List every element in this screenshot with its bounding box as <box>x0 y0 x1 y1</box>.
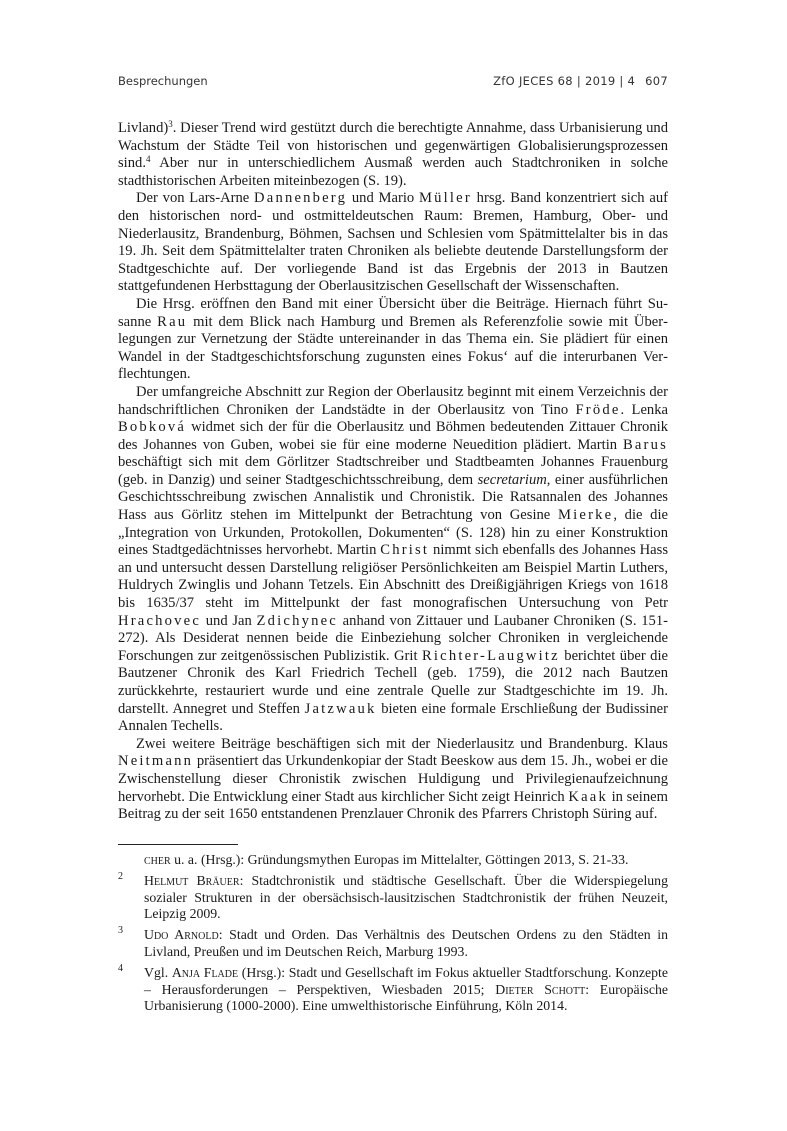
paragraph <box>118 736 668 824</box>
author-name: Hrachovec <box>118 612 201 629</box>
paragraph <box>118 384 668 736</box>
text-run: Die Hrsg. eröffnen den Band mit einer Übersicht über die Beiträge. Hiernach führt Susanne <box>118 295 668 330</box>
author-name: Richter-Laugwitz <box>421 647 560 664</box>
text-run: mit dem Blick nach Hamburg und Bremen als Referenzfolie sowie mit Überlegungen zur Vernetzung der Städte untereinander in das Thema ein. Sie plädiert für einen Wandel in der Stadtgeschichtsforschung zugunsten eines Fokus‘ auf die interurbanen Verflechtungen. <box>118 313 668 383</box>
journal-info <box>493 74 668 88</box>
author-name: Fröde <box>575 401 621 418</box>
author-name: Jatzwauk <box>304 700 377 717</box>
text-run: präsentiert das Urkundenkopiar der Stadt Beeskow aus dem 15. Jh., wobei er die Zwischenstellung dieser Chronistik zwischen Huldigung und Privilegienaufzeichnung hervorhebt. Die Entwicklung einer Stadt aus kirchlicher Sicht zeigt Heinrich <box>118 753 668 805</box>
author-name: Barus <box>622 436 668 453</box>
author-name: Kaak <box>568 788 608 805</box>
text-run: und Mario <box>347 190 419 207</box>
text-run: Der von Lars-Arne <box>136 190 255 207</box>
text-run: : Stadt und Orden. Das Verhältnis des Deutschen Ordens zu den Städten in Livland, Preußen und im Deutschen Reich, Marburg 1993. <box>144 927 668 959</box>
footnote-ref: 3 <box>168 119 173 129</box>
paragraph <box>118 120 668 190</box>
paragraph <box>118 296 668 384</box>
text-run: Zwei weitere Beiträge beschäftigen sich mit der Niederlausitz und Brandenburg. Klaus <box>136 735 668 752</box>
cited-author: Udo Arnold <box>144 927 219 943</box>
author-name: Mierke <box>557 507 614 524</box>
text-run: berichtet über die Bautzener Chronik des Karl Friedrich Techell (geb. 1759), die 2012 nach Bautzen zurückkehrte, restauriert wurde und eine zentrale Quelle zur Stadtgeschichte im 19. Jh. darstellt. Annegret und Steffen <box>118 647 668 717</box>
author-name: Zdichynec <box>256 612 338 629</box>
page-number: 607 <box>645 74 668 88</box>
text-run: : Stadtchronistik und städtische Gesellschaft. Über die Widerspiegelung sozialer Strukturen in der obersächsisch-lausitzischen Stadtchronistik der frühen Neuzeit, Leipzig 2009. <box>144 872 668 922</box>
text-run: bieten eine formale Erschließung der Budissiner Annalen Techells. <box>118 700 668 735</box>
text-run: Vgl. <box>144 964 172 980</box>
author-name: Bobková <box>118 419 187 436</box>
text-run: , die die „Integration von Urkunden, Protokollen, Dokumenten“ (S. 128) hin zu einer Konstruktion eines Stadtgedächtnisses hervorhebt. Martin <box>118 507 668 559</box>
text-run: widmet sich der für die Oberlausitz und Böhmen bedeutenden Zittauer Chronik des Johannes von Guben, wobei sie für eine moderne Neuedition plädiert. Martin <box>118 419 668 453</box>
cited-author: Dieter Schott <box>495 981 586 997</box>
italic-term: secretarium <box>477 471 547 488</box>
footnote <box>118 870 668 923</box>
footnote <box>118 962 668 1015</box>
text-run: , einer ausführlichen Geschichtsschreibung zwischen Annalistik und Chronistik. Die Ratsannalen des Johannes Hass aus Görlitz stehen im Mittelpunkt der Betrachtung von Gesine <box>118 471 668 524</box>
text-run: und Jan <box>201 612 257 629</box>
text-run: u. a. (Hrsg.): Gründungsmythen Europas im Mittelalter, Göttingen 2013, S. 21-33. <box>170 852 629 867</box>
text-run: beschäftigt sich mit dem Görlitzer Stadtschreiber und Stadtbeamten Johannes Frauenburg (geb. in Danzig) und seiner Stadtgeschichtsschreibung, dem <box>118 454 668 488</box>
section-title: Besprechungen <box>118 74 208 88</box>
footnote-number: 4 <box>118 962 123 974</box>
footnote-number: 3 <box>118 925 123 937</box>
text-run: . Dieser Trend wird gestützt durch die berechtigte Annahme, dass Urbanisierung und Wachstum der Städte Teil von historischen und gegenwärtigen Globalisierungsprozessen sind. <box>118 120 668 172</box>
footnote-number: 2 <box>118 870 123 882</box>
running-header <box>118 74 668 92</box>
cited-author: Helmut Bräuer <box>144 872 240 888</box>
author-name: Neitmann <box>118 753 194 770</box>
author-name: Christ <box>380 542 430 559</box>
footnotes <box>118 852 668 1019</box>
text-run: . Lenka <box>620 401 668 418</box>
text-run: in seinem Beitrag zu der seit 1650 entstandenen Prenzlauer Chronik des Pfarrers Christoph Süring auf. <box>118 788 668 823</box>
journal-name: ZfO JECES 68 | 2019 | 4 <box>493 74 636 88</box>
author-name: Rau <box>157 313 188 330</box>
footnote <box>118 927 668 961</box>
footnote-ref: 4 <box>145 154 151 165</box>
text-run: : Europäische Urbanisierung (1000-2000). Eine umwelthistorische Einführung, Köln 2014. <box>144 981 668 1014</box>
author-name: Müller <box>418 190 472 207</box>
cited-author: cher <box>144 852 171 867</box>
text-run: anhand von Zittauer und Laubaner Chroniken (S. 151-272). Als Desiderat nennen beide die Einbeziehung solcher Chroniken in vergleichende Forschungen zur zeitgenössischen Publizistik. Grit <box>118 612 668 664</box>
text-run: Livland) <box>118 120 169 136</box>
text-run: (Hrsg.): Stadt und Gesellschaft im Fokus aktueller Stadtforschung. Konzepte – Herausforderungen – Perspektiven, Wiesbaden 2015; <box>144 964 668 997</box>
author-name: Dannenberg <box>254 190 348 207</box>
text-run: nimmt sich ebenfalls des Johannes Hass an und untersucht dessen Darstellung religiöser Persönlichkeiten am Beispiel Martin Luthers, Huldrych Zwinglis und Johann Tetzels. Ein Abschnitt des Dreißigjährigen Kriegs von 1618 bis 1635/37 steht im Mittelpunkt der fast monografischen Untersuchung von Petr <box>118 542 668 612</box>
footnote-divider <box>118 844 238 845</box>
main-text <box>118 120 668 824</box>
footnote <box>118 852 668 869</box>
text-run: hrsg. Band konzentriert sich auf den historischen nord- und ostmitteldeutschen Raum: Bremen, Hamburg, Ober- und Niederlausitz, Brandenburg, Böhmen, Sachsen und Schlesien vom Spätmittelalter bis in das 19. Jh. Seit dem Spätmittelalter traten Chroniken als beliebte deutende Darstellungsform der Stadtgeschichte auf. Der vorliegende Band ist das Ergebnis der 2013 in Bautzen stattgefundenen Herbsttagung der Oberlausitzischen Gesellschaft der Wissenschaften. <box>118 190 668 295</box>
text-run: Aber nur in unterschiedlichem Ausmaß werden auch Stadtchroniken in solche stadthistorischen Arbeiten miteinbezogen (S. 19). <box>118 155 668 189</box>
cited-author: Anja Flade <box>171 964 239 980</box>
paragraph <box>118 190 668 296</box>
text-run: Der umfangreiche Abschnitt zur Region der Oberlausitz beginnt mit einem Verzeichnis der handschriftlichen Chroniken der Landstädte in der Oberlausitz von Tino <box>118 383 668 418</box>
